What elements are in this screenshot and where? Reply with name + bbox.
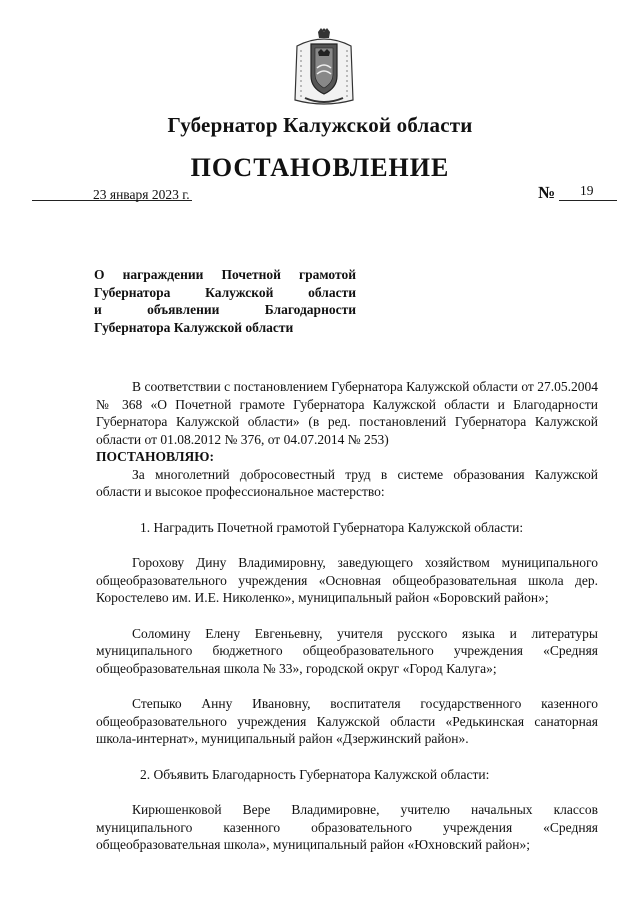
- document-type-title: ПОСТАНОВЛЕНИЕ: [190, 153, 450, 182]
- governor-title: Губернатор Калужской области: [167, 113, 473, 137]
- subject-line: Губернатора Калужской области: [94, 319, 294, 335]
- decree-word: ПОСТАНОВЛЯЮ:: [96, 449, 214, 464]
- number-underline: [559, 200, 617, 201]
- document-number: 19: [580, 183, 594, 198]
- subject-block: [94, 266, 356, 336]
- document-date: 23 января 2023 г.: [93, 187, 190, 202]
- award-paragraph: Горохову Дину Владимировну, заведующего хозяйством муниципального общеобразовательного учреждения «Основная общеобразовательная школа дер. Коростелево им. И.Е. Николенко», муниципальный район «Боровский район»;: [96, 555, 598, 605]
- award-paragraph: Соломину Елену Евгеньевну, учителя русского языка и литературы муниципального бюджетного общеобразовательного учреждения «Средняя общеобразовательная школа № 33», городской округ «Город Калуга»;: [96, 625, 598, 676]
- reason-paragraph: За многолетний добросовестный труд в системе образования Калужской области и высокое профессиональное мастерство:: [96, 466, 598, 499]
- subject-line: Губернатора Калужской области: [94, 284, 356, 300]
- preamble-paragraph: В соответствии с постановлением Губернатора Калужской области от 27.05.2004 № 368 «О Почетной грамоте Губернатора Калужской области и Благодарности Губернатора Калужской области» (в ред. постановлений Губернатора Калужской области от 01.08.2012 № 376, от 04.07.2014 № 253): [96, 379, 598, 447]
- award-paragraph: Степыко Анну Ивановну, воспитателя государственного казенного общеобразовательного учреждения Калужской области «Редькинская санаторная школа-интернат», муниципальный район «Дзержинский район».: [96, 696, 598, 746]
- item-1-heading: 1. Наградить Почетной грамотой Губернатора Калужской области:: [140, 519, 524, 535]
- thanks-paragraph: Кирюшенковой Вере Владимировне, учителю начальных классов муниципального казенного образовательного учреждения «Средняя общеобразовательная школа», муниципальный район «Юхновский район»;: [96, 802, 598, 852]
- coat-of-arms-icon: [291, 28, 357, 108]
- subject-line: и объявлении Благодарности: [94, 302, 356, 317]
- item-2-heading: 2. Объявить Благодарность Губернатора Калужской области:: [140, 766, 490, 782]
- document-body: [96, 378, 598, 854]
- number-sign: №: [538, 183, 556, 202]
- subject-line: О награждении Почетной грамотой: [94, 267, 356, 282]
